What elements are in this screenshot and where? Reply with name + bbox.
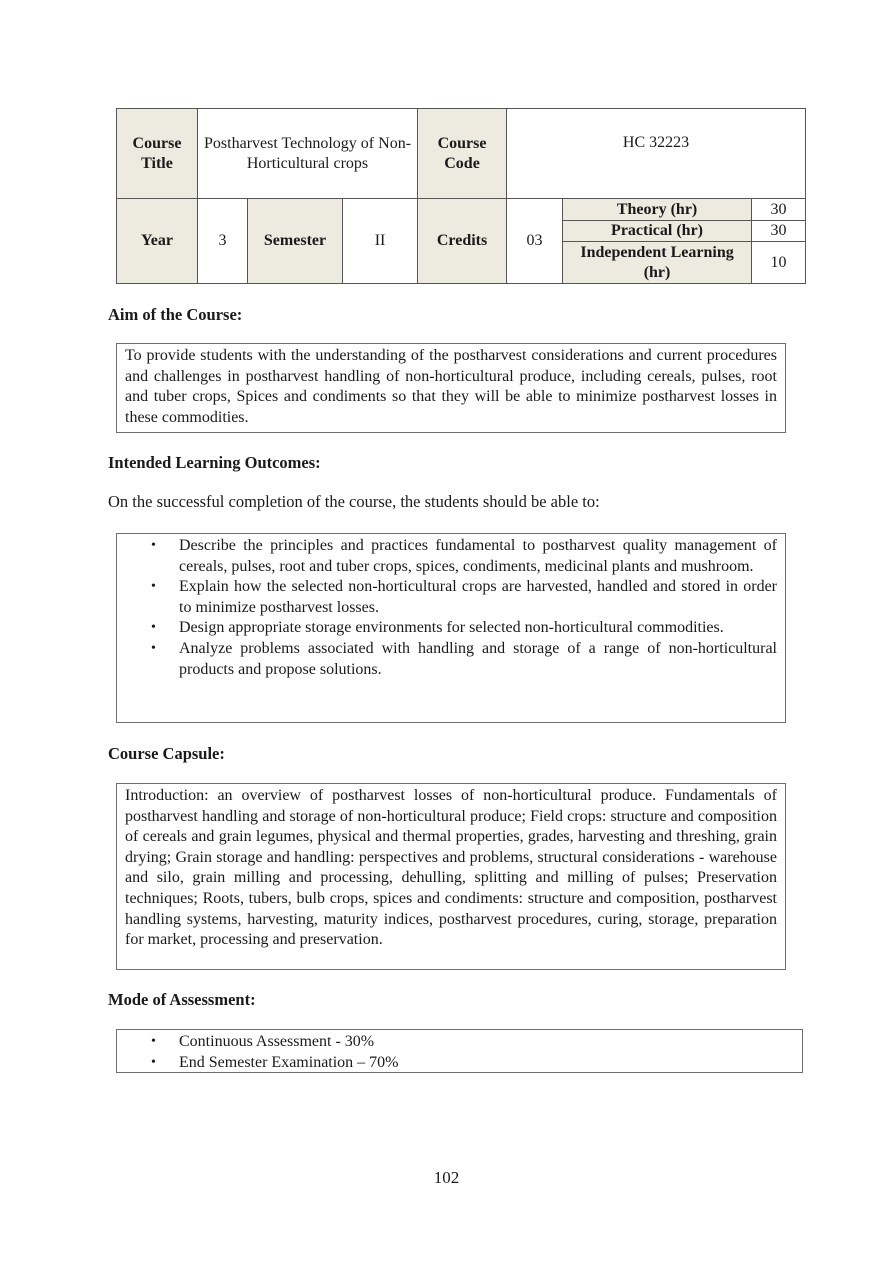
bullet-icon: • bbox=[151, 620, 156, 636]
practical-hours-label: Practical (hr) bbox=[563, 221, 752, 242]
independent-hours-value: 10 bbox=[752, 242, 806, 284]
year-label: Year bbox=[117, 199, 198, 284]
bullet-icon: • bbox=[151, 1034, 156, 1049]
bullet-icon: • bbox=[151, 579, 156, 595]
bullet-icon: • bbox=[151, 640, 156, 656]
credits-label: Credits bbox=[418, 199, 507, 284]
year-value: 3 bbox=[198, 199, 248, 284]
outcome-text: Explain how the selected non-horticultural crops are harvested, handled and stored in order to minimize postharvest losses. bbox=[179, 578, 777, 616]
course-code-label: Course Code bbox=[418, 109, 507, 199]
outcome-item bbox=[151, 536, 777, 577]
independent-hours-label: Independent Learning (hr) bbox=[563, 242, 752, 284]
assessment-item bbox=[151, 1032, 794, 1053]
theory-hours-value: 30 bbox=[752, 199, 806, 221]
theory-hours-label: Theory (hr) bbox=[563, 199, 752, 221]
assessment-text: End Semester Examination – 70% bbox=[179, 1053, 399, 1071]
page-number: 102 bbox=[433, 1168, 460, 1187]
outcome-text: Design appropriate storage environments for selected non-horticultural commodities. bbox=[179, 619, 724, 637]
credits-value: 03 bbox=[507, 199, 563, 284]
outcomes-intro: On the successful completion of the course, the students should be able to: bbox=[108, 492, 600, 511]
course-info-table bbox=[116, 108, 806, 284]
assessment-box bbox=[116, 1029, 803, 1073]
course-title-value: Postharvest Technology of Non-Horticultural crops bbox=[198, 109, 418, 199]
aim-box bbox=[116, 343, 786, 433]
capsule-box bbox=[116, 783, 786, 970]
bullet-icon: • bbox=[151, 538, 156, 553]
outcome-item bbox=[151, 618, 777, 639]
assessment-list bbox=[117, 1030, 802, 1073]
course-title-label: Course Title bbox=[117, 109, 198, 199]
outcomes-box bbox=[116, 533, 786, 723]
capsule-heading: Course Capsule: bbox=[108, 744, 225, 763]
outcome-text: Describe the principles and practices fundamental to postharvest quality management of cereals, pulses, root and tuber crops, spices, condiments, medicinal plants and mushroom. bbox=[179, 537, 777, 575]
course-code-value: HC 32223 bbox=[507, 109, 806, 199]
semester-label: Semester bbox=[248, 199, 343, 284]
aim-text: To provide students with the understanding of the postharvest considerations and current procedures and challenges in postharvest handling of non-horticultural produce, including cereals, pulses, root and tuber crops, Spices and condiments so that they will be able to minimize postharvest losses in these commodities. bbox=[125, 347, 777, 426]
outcome-item bbox=[151, 577, 777, 618]
assessment-text: Continuous Assessment - 30% bbox=[179, 1033, 375, 1050]
capsule-text: Introduction: an overview of postharvest losses of non-horticultural produce. Fundamentals of postharvest handling and storage of non-horticultural produce; Field crops: structure and composition of cereals and grain legumes, physical and thermal properties, grades, harvesting and threshing, grain drying; Grain storage and handling: perspectives and problems, structural considerations - warehouse and silo, grain milling and processing, dehulling, splitting and milling of pulses; Preservation techniques; Roots, tubers, bulb crops, spices and condiments: structure and composition, postharvest handling systems, harvesting, maturity indices, postharvest procedures, curing, storage, preparation for market, processing and preservation. bbox=[125, 787, 777, 949]
semester-value: II bbox=[343, 199, 418, 284]
practical-hours-value: 30 bbox=[752, 221, 806, 242]
aim-heading: Aim of the Course: bbox=[108, 305, 243, 324]
outcome-item bbox=[151, 639, 777, 680]
assessment-heading: Mode of Assessment: bbox=[108, 990, 256, 1009]
outcomes-list bbox=[117, 534, 785, 680]
outcome-text: Analyze problems associated with handling and storage of a range of non-horticultural products and propose solutions. bbox=[179, 639, 777, 678]
assessment-item bbox=[151, 1053, 794, 1074]
bullet-icon: • bbox=[151, 1054, 156, 1070]
outcomes-heading: Intended Learning Outcomes: bbox=[108, 453, 321, 472]
